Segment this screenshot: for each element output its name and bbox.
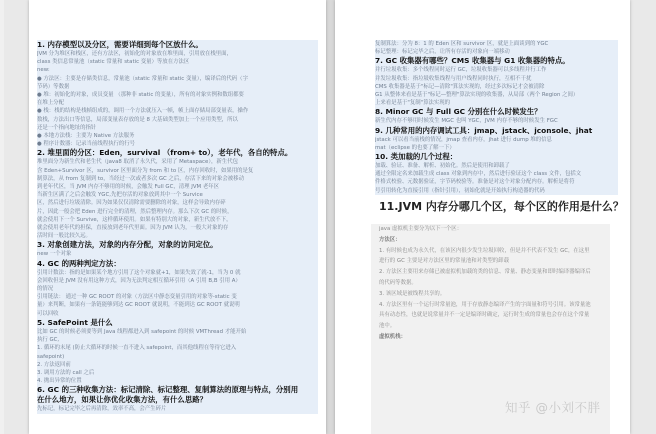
text-line: JVM 分为堆区和栈区，还有方法区，初始化的对象放在堆里面，引用放在栈里面， [37,50,318,58]
text-line: 并发垃圾收集：指垃圾收集线程与用户线程同时执行，互相不干扰 [375,75,618,83]
text-line: 在堆上分配 [37,99,318,107]
text-line: 件格式校验、元数据验证，字节码校验等。准备是对这个对象分配内存。解析是将符 [375,178,618,186]
text-line: 就会使用下一个 Survive，这样循环使用。如果有特别大的对象，新生代放不下， [37,216,318,224]
text-line: ● 方法区：主要是存储类信息，常量池（static 常量和 static 变量），编译后的代码（字 [37,75,318,83]
question-heading: 8. Minor GC 与 Full GC 分别在什么时候发生？ [375,107,618,117]
answer-line: 池中。 [379,323,396,330]
text-line: 含 Eden+Survivor 区，survivor 区里面分为 from 和 to 区，内存回收时，如果用的是复 [37,167,318,175]
text-line: 的情况 [37,285,318,293]
document-page-left [29,0,326,434]
text-line: 引用链法： 通过一种 GC ROOT 的对象（方法区中静态变量引用的对象等-static 变 [37,293,318,301]
text-line: 执行 GC, [37,336,318,344]
answer-line: 方法区： [379,236,401,243]
text-line: ● 本地方法栈：主要为 Native 方法服务 [37,132,318,140]
text-line: G1 从整体来看是基于"标记—整理"算法实现的收集器，从局部（两个 Region 之间） [375,91,618,99]
scrollbar-track[interactable] [0,0,4,434]
text-line: 标记整理：标记完毕之后，让所有存活的对象向一端移动 [375,48,618,56]
text-line: safepoint) [37,353,318,361]
watermark: 知乎 @小刘不胖 [505,400,601,415]
text-line: CMS 收集器是基于"标记—清除"算法实现的，经过多次标记才会被清除 [375,83,618,91]
text-line: 先标记，标记完毕之后再清除，效率不高，会产生碎片 [37,405,318,413]
text-line: 3. 调用方法的 call 之后 [37,369,318,377]
left-page-content [37,40,318,414]
question-heading: 7. GC 收集器有哪些？CMS 收集器与 G1 收集器的特点。 [375,56,618,66]
text-line: 并行垃圾收集：多个线程同时运行 GC，垃圾收集器可以多线程并行工作 [375,66,618,74]
text-line: ● 程序计数器：记录当前线程执行的行号 [37,140,318,148]
text-line: 区，然后进行垃圾清除。因为如果仅仅清除需要删除的对象，这样会导致内存碎 [37,199,318,207]
section-heading: 11.JVM 内存分哪几个区，每个区的作用是什么？ [379,200,624,213]
page-gutter [326,0,335,434]
text-line: 节码）等数据 [37,83,318,91]
document-page-right [335,0,630,434]
text-line: mat（eclipse 的也要了解一下） [375,144,618,152]
text-line: 2. 方法返回前 [37,361,318,369]
text-line: 会回收但是 JVM 没有用这种方式，因为无法判定相互循环引用（A 引用 B,B 引用 A） [37,277,318,285]
text-line: 比如 GC 的时候必须要等到 Java 线程都进入到 safepoint 的时候 VMThread 才能开始 [37,328,318,336]
text-line: 可以回收 [37,310,318,318]
answer-line: 虚拟机栈： [379,333,406,340]
answer-line: 4. 方法区里有一个运行时常量池，用于存放静态编译产生的字面量和符号引用。该常量池 [379,301,591,308]
answer-line: 具有动态性，也就是说常量并不一定是编译时确定，运行时生成的常量也会存在这个常量 [379,312,590,319]
question-heading: 在什么地方，如果让你优化收集方法，有什么思路？ [37,395,318,405]
text-line: 片，因此一般会把 Eden 进行完全的清理，然后整理内存。那么下次 GC 的时候， [37,208,318,216]
question-heading: 4. GC 的两种判定方法： [37,259,318,269]
text-line: 当新生区满了之后会触发 YGC,先把存活的对象放到其中一个 Survice [37,191,318,199]
text-line: 上来看是基于"复制"算法实现的 [375,99,618,107]
text-line: 活时间一般比较久远。 [37,232,318,240]
question-heading: 9. 几种常用的内存调试工具：jmap、jstack、jconsole、jhat [375,126,618,136]
text-line: jstack 可以看当前栈的情况，jmap 查看内存，jhat 进行 dump 堆的信息 [375,136,618,144]
text-line: 通过全限定名来加载生成 class 对象到内存中，然后进行验证这个 class 文件，包括文 [375,170,618,178]
text-line: new: [37,66,318,74]
answer-line: 1. 有时候也成为永久代，在该区内很少发生垃圾回收，但是并不代表不发生 GC，在这里 [379,247,590,254]
text-line: class 类信息常量池（static 常量和 static 变量）等放在方法区 [37,58,318,66]
text-line: 制算法，从 from 复制到 to，当经过一次或者多次 GC 之后，存活下来的对象会被移动 [37,175,318,183]
question-heading: 3. 对象创建方法，对象的内存分配，对象的访问定位。 [37,240,318,250]
text-line: 号引用转化为直接引用（指针引用），初始化就是开始执行构造器的代码 [375,187,618,195]
text-line: 堆里面分为新生代和老生代（java8 取消了永久代，采用了 Metaspace），新生代包 [37,158,318,166]
right-page-content [375,40,618,195]
text-line: ● 栈：栈的结构是栈帧组成的，调用一个方法就压入一帧，帧上面存储局部变量表，操作 [37,107,318,115]
text-line: 量）来判断，如果有一条链能够到达 GC ROOT 就说明，不能到达 GC ROOT 就说明 [37,301,318,309]
text-line: 加载、验证、准备、解析、初始化。然后是使用和卸载了 [375,162,618,170]
text-line: ● 堆：初始化的对象，成员变量 （那种非 static 的变量），所有的对象实例和数组都要 [37,91,318,99]
question-heading: 2. 堆里面的分区：Eden，survival （from+ to），老年代，各自的特点。 [37,148,318,158]
question-heading: 6. GC 的三种收集方法：标记清除、标记整理、复制算法的原理与特点，分别用 [37,385,318,395]
text-line: 1. 循环的末尾 (防止大循环的时候一直不进入 safepoint，而其他线程在等待它进入 [37,344,318,352]
question-heading: 1. 内存模型以及分区，需要详细到每个区放什么。 [37,40,318,50]
text-line: 引用计数法：指的是如果某个地方引用了这个对象就+1，如果失效了就-1，当为 0 就 [37,269,318,277]
text-line: 复制算法：分为 8：1 的 Eden 区和 survivor 区，就是上面谈到的 YGC [375,40,618,48]
text-line: new 一个对象 [37,250,318,258]
text-line: 4. 抛出异常的位置 [37,377,318,385]
answer-line: 3. 该区域是被线程共享的。 [379,290,446,297]
text-line: 就会使用老年代的担保，直接放到老年代里面。因为 JVM 认为，一般大对象的存 [37,224,318,232]
text-line: 数栈，方法出口等信息，局部变量表存放的是 8 大基础类型加上一个应用类型，所以 [37,116,318,124]
question-heading: 10. 类加载的几个过程： [375,152,618,162]
text-line: 还是一个指向地址的指针 [37,124,318,132]
answer-line: 的代码等数据。 [379,279,417,286]
answer-line: java 虚拟机主要分为以下一个区： [379,226,463,232]
answer-line: 2. 方法区主要用来存储已被虚拟机加载的类的信息、常量、静态变量和即时编译器编译后 [379,269,591,276]
question-heading: 5. SafePoint 是什么 [37,318,318,328]
answer-line: 进行的 GC 主要是对方法区里的常量池和对类型的卸载 [379,258,509,265]
text-line: 到老年代区，当 JVM 内存不够用的时候，会触发 Full GC，清理 JVM 老年区 [37,183,318,191]
text-line: 新生代内存不够用时候发生 MGC 也叫 YGC，JVM 内存不够的时候发生 FGC [375,117,618,125]
